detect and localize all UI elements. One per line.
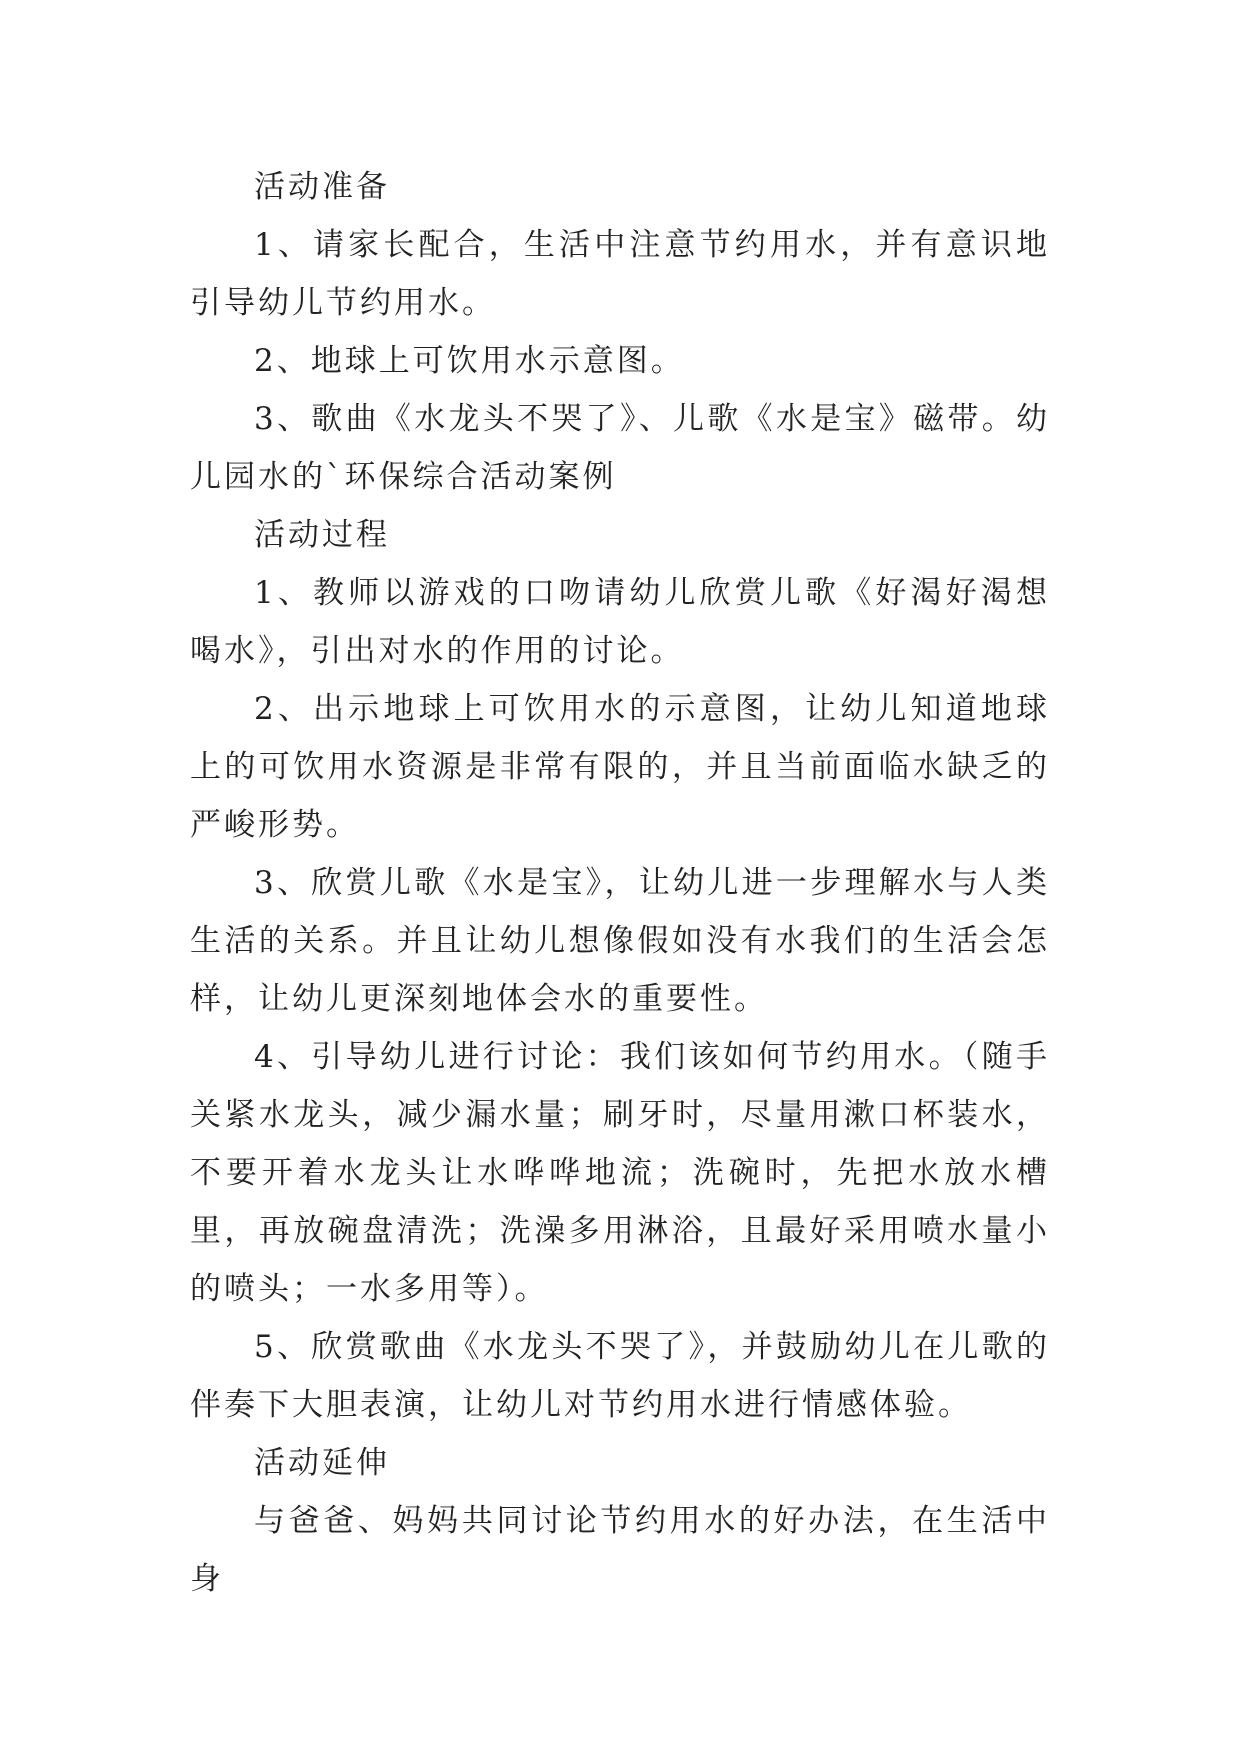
paragraph: 5、欣赏歌曲《水龙头不哭了》，并鼓励幼儿在儿歌的伴奏下大胆表演，让幼儿对节约用水进行情感体验。 <box>190 1329 1050 1423</box>
paragraph: 3、歌曲《水龙头不哭了》、儿歌《水是宝》磁带。幼儿园水的`环保综合活动案例 <box>190 401 1050 495</box>
paragraph: 与爸爸、妈妈共同讨论节约用水的好办法，在生活中身 <box>190 1503 1050 1597</box>
paragraph: 2、出示地球上可饮用水的示意图，让幼儿知道地球上的可饮用水资源是非常有限的，并且当前面临水缺乏的严峻形势。 <box>190 691 1050 843</box>
section-heading-preparation: 活动准备 <box>254 169 390 205</box>
paragraph: 1、教师以游戏的口吻请幼儿欣赏儿歌《好渴好渴想喝水》，引出对水的作用的讨论。 <box>190 575 1050 669</box>
paragraph: 1、请家长配合，生活中注意节约用水，并有意识地引导幼儿节约用水。 <box>190 227 1050 321</box>
paragraph: 3、欣赏儿歌《水是宝》，让幼儿进一步理解水与人类生活的关系。并且让幼儿想像假如没有水我们的生活会怎样，让幼儿更深刻地体会水的重要性。 <box>190 865 1050 1017</box>
section-heading-extension: 活动延伸 <box>254 1445 390 1481</box>
paragraph: 4、引导幼儿进行讨论：我们该如何节约用水。（随手关紧水龙头，减少漏水量；刷牙时，尽量用漱口杯装水，不要开着水龙头让水哗哗地流；洗碗时，先把水放水槽里，再放碗盘清洗；洗澡多用淋浴，且最好采用喷水量小的喷头；一水多用等）。 <box>190 1039 1050 1307</box>
section-heading-process: 活动过程 <box>254 517 390 553</box>
document-body <box>190 158 1050 1608</box>
paragraph: 2、地球上可饮用水示意图。 <box>254 343 685 379</box>
